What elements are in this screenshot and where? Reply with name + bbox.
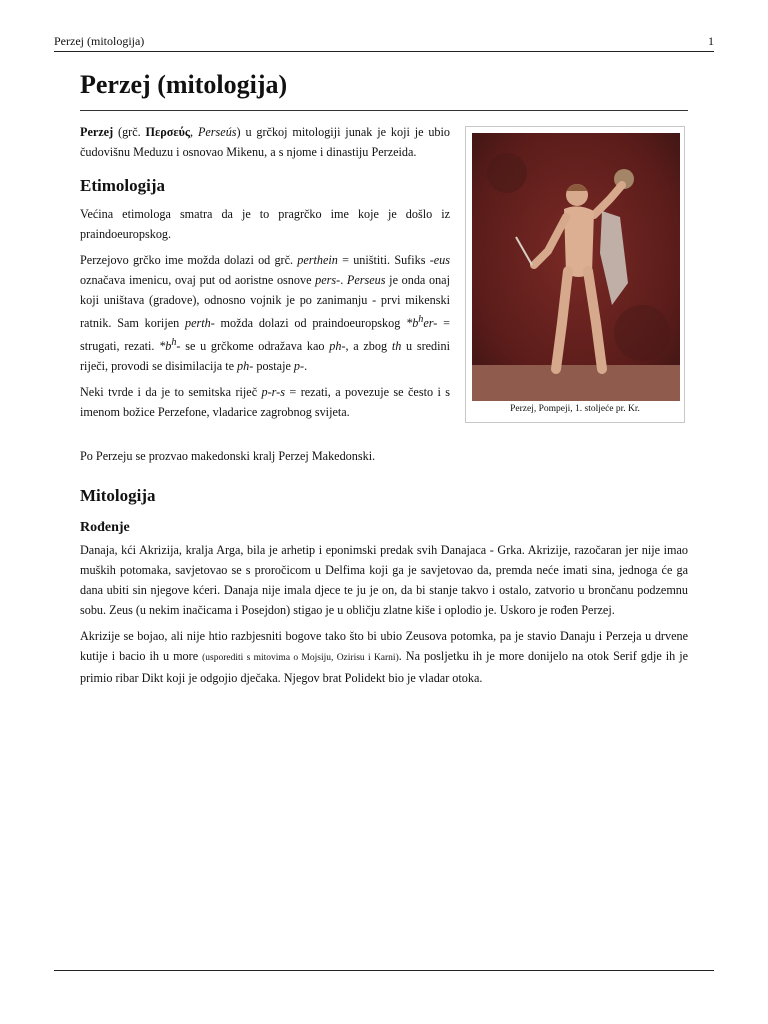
- etim-paragraph-2: Perzejovo grčko ime možda dolazi od grč. perthein = uništiti. Sufiks -eus označava imenicu, ovaj put od aoristne osnove pers-. Perseus je onda onaj koji uništava (gradove), odnosno vojnik je po zanimanju - prvi mikenski ratnik. Sam korijen perth- možda dolazi od praindoeuropskog $*b^her-$ = strugati, rezati. $*b^h-$ se u grčkome odražava kao ph-, a zbog th u sredini riječi, provodi se disimilacija te ph- postaje p-.: [80, 253, 450, 374]
- heading-rodenje: Rođenje: [80, 520, 130, 535]
- latin-name: Perseús: [197, 125, 237, 139]
- running-head: [54, 34, 714, 49]
- running-title: Perzej (mitologija): [54, 34, 145, 48]
- etim-paragraph-3: Neki tvrde i da je to semitska riječ p-r-s = rezati, a povezuje se često i s imenom božice Perzefone, vladarice zagrobnog svijeta.: [80, 385, 451, 420]
- rodenje-paragraph-1: Danaja, kći Akrizija, kralja Arga, bila je arhetip i eponimski predak svih Danajaca - Grka. Akrizije, razočaran jer nije imao muških potomaka, savjetovao se s proročicom u Delfima koji ga je savjetovao da, premda neće imati sina, jednoga će ga dana ubiti sin njegove kćeri. Danaja nije imala djece te ju je on, da bi stanje takvo i ostalo, zatvorio u brončanu podzemnu sobu. Zeus (u nekim inačicama i Posejdon) stigao je u obličju zlatne kiše i oplodio je. Uskoro je rođen Perzej.: [80, 543, 688, 617]
- title-rule: [80, 110, 688, 111]
- rodenje-paragraph-2: Akrizije se bojao, ali nije htio razbjesniti bogove tako što bi ubio Zeusova potomka, pa je stavio Danaju i Perzeja u drvene kutije i bacio ih u more (usporediti s mitovima o Mojsiju, Ozirisu i Karni). Na posljetku ih je more donijelo na otok Serif gdje ih je primio ribar Dikt koji je odgojio dječaka. Njegov brat Polidekt bio je vladar otoka.: [80, 629, 689, 685]
- main-column: [80, 446, 688, 694]
- header-rule: [54, 51, 714, 52]
- heading-etimologija: Etimologija: [80, 176, 165, 195]
- greek-name: Περσεύς: [145, 125, 191, 139]
- intro-name: Perzej: [80, 125, 114, 139]
- etim-paragraph-4: Po Perzeju se prozvao makedonski kralj Perzej Makedonski.: [80, 449, 376, 463]
- page-number: 1: [708, 34, 714, 48]
- figure-perseus: [465, 126, 685, 423]
- etim-paragraph-1: Većina etimologa smatra da je to pragrčko ime koje je došlo iz praindoeuropskog.: [80, 207, 450, 241]
- fresco-image: [472, 133, 680, 401]
- figure-caption: Perzej, Pompeji, 1. stoljeće pr. Kr.: [510, 404, 640, 414]
- intro-column: [80, 122, 450, 428]
- intro-paragraph: Perzej (grč. Περσεύς, Perseús) u grčkoj mitologiji junak je koji je ubio čudovišnu Meduzu i osnovao Mikenu, a s njome i dinastiju Perzeida.: [80, 125, 451, 159]
- heading-mitologija: Mitologija: [80, 486, 156, 505]
- page-title: Perzej (mitologija): [80, 70, 288, 99]
- footer-rule: [54, 970, 714, 971]
